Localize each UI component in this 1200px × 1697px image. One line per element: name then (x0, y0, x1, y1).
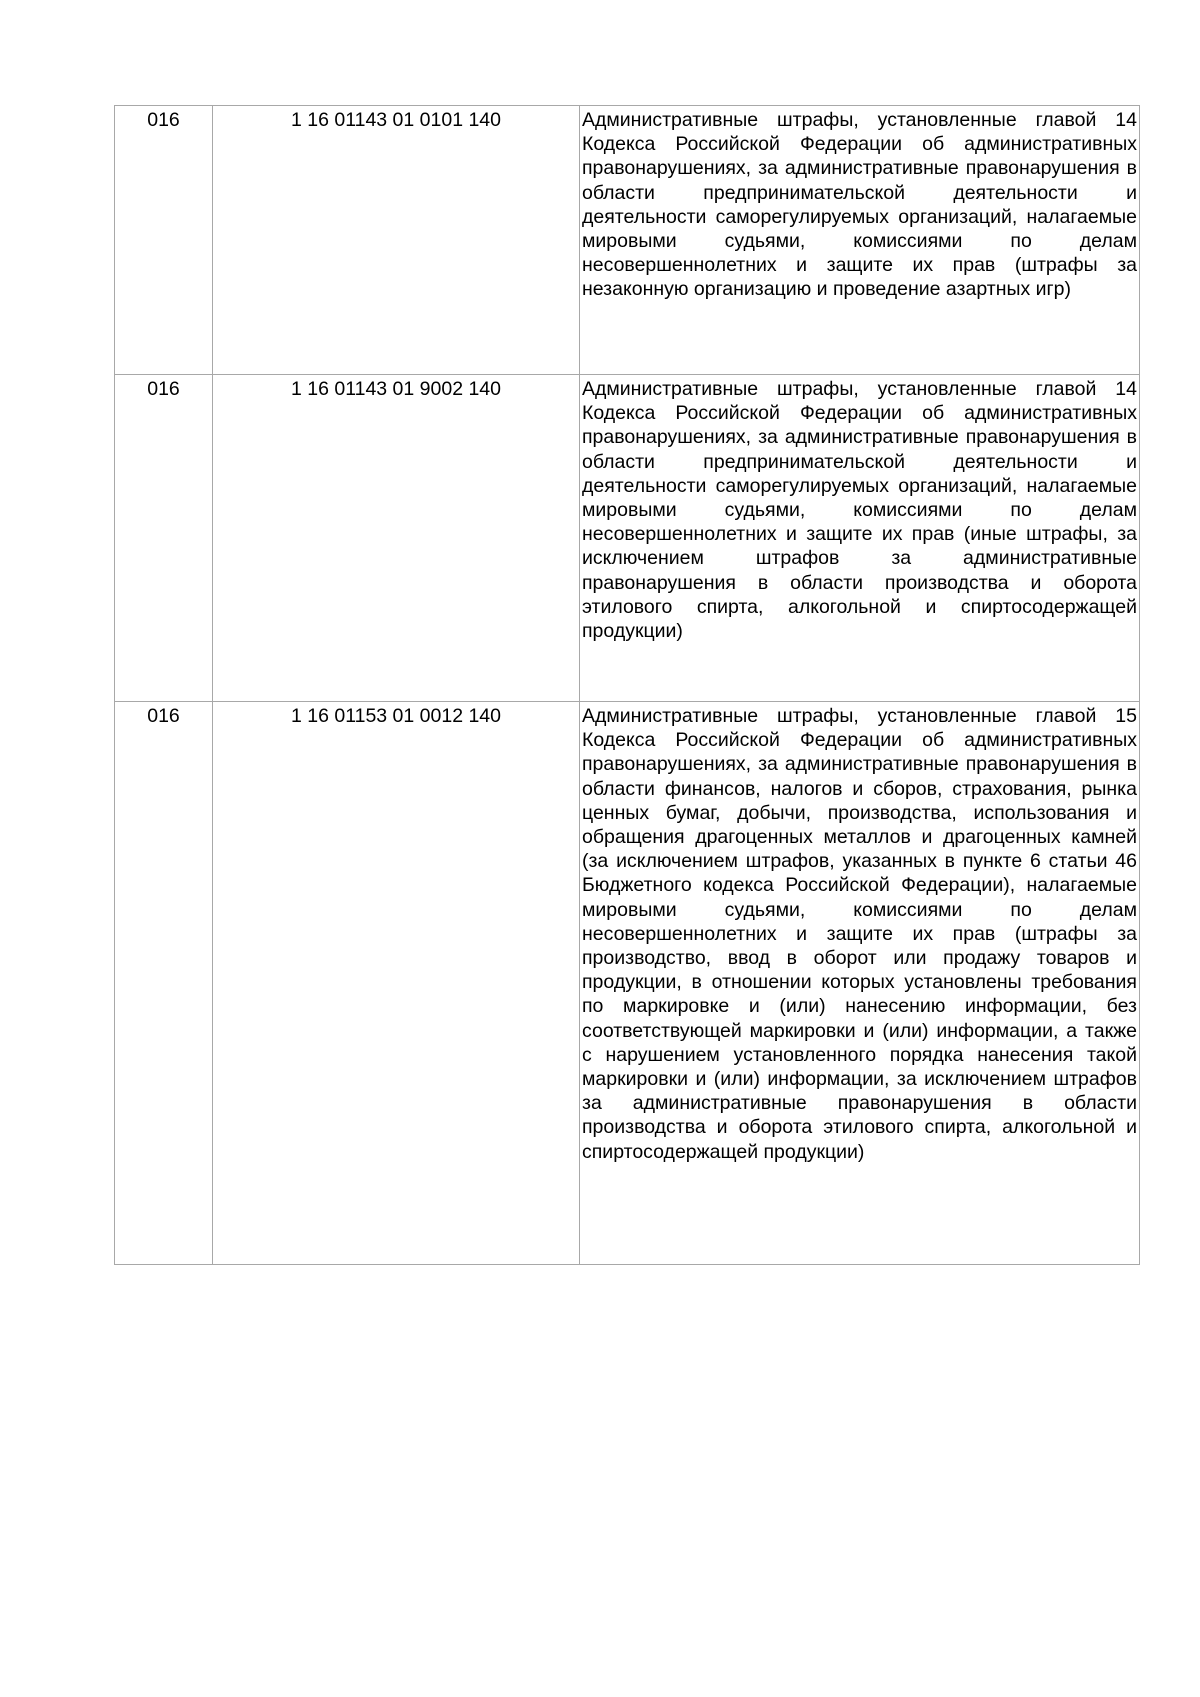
income-description-text: Административные штрафы, установленные главой 14 Кодекса Российской Федерации об административных правонарушениях, за административные правонарушения в области предпринимательской деятельности и деятельности саморегулируемых организаций, налагаемые мировыми судьями, комиссиями по делам несовершеннолетних и защите их прав (иные штрафы, за исключением штрафов за административные правонарушения в области производства и оборота этилового спирта, алкогольной и спиртосодержащей продукции) (582, 378, 1137, 643)
admin-code-cell: 016 (115, 375, 213, 702)
income-description-text: Административные штрафы, установленные главой 14 Кодекса Российской Федерации об административных правонарушениях, за административные правонарушения в области предпринимательской деятельности и деятельности саморегулируемых организаций, налагаемые мировыми судьями, комиссиями по делам несовершеннолетних и защите их прав (штрафы за незаконную организацию и проведение азартных игр) (582, 109, 1137, 301)
income-description-cell (580, 702, 1140, 1265)
kbk-table (114, 105, 1140, 1265)
admin-code-cell: 016 (115, 106, 213, 375)
kbk-code-cell: 1 16 01143 01 9002 140 (213, 375, 580, 702)
admin-code-cell: 016 (115, 702, 213, 1265)
income-description-cell (580, 375, 1140, 702)
income-description-text: Административные штрафы, установленные главой 15 Кодекса Российской Федерации об административных правонарушениях, за административные правонарушения в области финансов, налогов и сборов, страхования, рынка ценных бумаг, добычи, производства, использования и обращения драгоценных металлов и драгоценных камней (за исключением штрафов, указанных в пункте 6 статьи 46 Бюджетного кодекса Российской Федерации), налагаемые мировыми судьями, комиссиями по делам несовершеннолетних и защите их прав (штрафы за производство, ввод в оборот или продажу товаров и продукции, в отношении которых установлены требования по маркировке и (или) нанесению информации, без соответствующей маркировки и (или) информации, а также с нарушением установленного порядка нанесения такой маркировки и (или) информации, за исключением штрафов за административные правонарушения в области производства и оборота этилового спирта, алкогольной и спиртосодержащей продукции) (582, 705, 1137, 1163)
table-row (115, 702, 1140, 1265)
table-row (115, 106, 1140, 375)
kbk-code-cell: 1 16 01153 01 0012 140 (213, 702, 580, 1265)
income-description-cell (580, 106, 1140, 375)
kbk-code-cell: 1 16 01143 01 0101 140 (213, 106, 580, 375)
table-row (115, 375, 1140, 702)
